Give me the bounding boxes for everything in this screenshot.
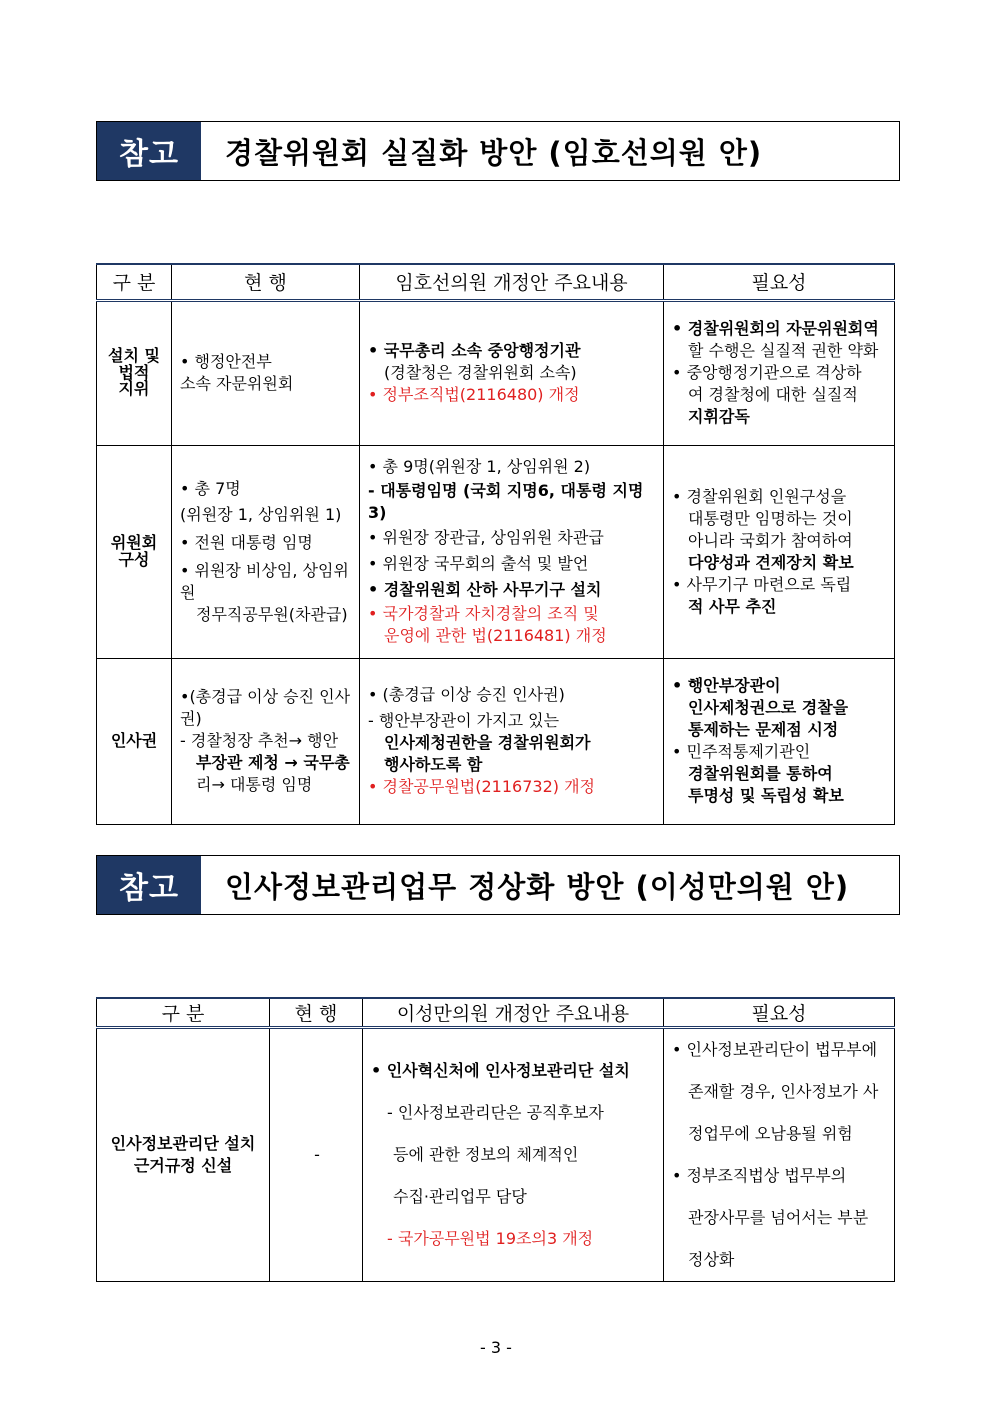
- section1-tag: 참고: [97, 122, 201, 180]
- row-label: 설치 및 법적 지위: [97, 300, 172, 445]
- proposal-cell: • 국무총리 소속 중앙행정기관 (경찰청은 경찰위원회 소속) • 정부조직법(2116480) 개정: [360, 300, 664, 445]
- current-cell: • 행정안전부 소속 자문위원회: [172, 300, 360, 445]
- current-cell: -: [270, 1028, 363, 1282]
- table-row: [97, 300, 895, 445]
- necessity-cell: • 경찰위원회 인원구성을 대통령만 임명하는 것이 아니라 국회가 참여하여 다양성과 견제장치 확보 • 사무기구 마련으로 독립 적 사무 추진: [664, 445, 895, 658]
- row-label: 인사정보관리단 설치 근거규정 신설: [97, 1028, 270, 1282]
- current-cell: • 총 7명 (위원장 1, 상임위원 1) • 전원 대통령 임명 • 위원장 비상임, 상임위원 정무직공무원(차관급): [172, 445, 360, 658]
- necessity-cell: • 경찰위원회의 자문위원회역 할 수행은 실질적 권한 약화 • 중앙행정기관으로 격상하 여 경찰청에 대한 실질적 지휘감독: [664, 300, 895, 445]
- section1-banner: [96, 121, 900, 181]
- header-proposal: 이성만의원 개정안 주요내용: [363, 998, 664, 1028]
- table-row: [97, 1028, 895, 1282]
- row-label: 위원회 구성: [97, 445, 172, 658]
- section2-tag: 참고: [97, 856, 201, 914]
- header-current: 현 행: [172, 264, 360, 300]
- section2-table: [96, 997, 895, 1282]
- section1-title: 경찰위원회 실질화 방안 (임호선의원 안): [225, 135, 763, 170]
- necessity-cell: • 행안부장관이 인사제청권으로 경찰을 통제하는 문제점 시정 • 민주적통제기관인 경찰위원회를 통하여 투명성 및 독립성 확보: [664, 658, 895, 824]
- necessity-cell: • 인사정보관리단이 법무부에 존재할 경우, 인사정보가 사 정업무에 오남용될 위험 • 정부조직법상 법무부의 관장사무를 넘어서는 부분 정상화: [664, 1028, 895, 1282]
- proposal-cell: • 총 9명(위원장 1, 상임위원 2) - 대통령임명 (국회 지명6, 대통령 지명3) • 위원장 장관급, 상임위원 차관급 • 위원장 국무회의 출석 및 발언 • 경찰위원회 산하 사무기구 설치 • 국가경찰과 자치경찰의 조직 및 운영에 관한 법(2116481) 개정: [360, 445, 664, 658]
- table-row: [97, 445, 895, 658]
- header-necessity: 필요성: [664, 998, 895, 1028]
- section2-title: 인사정보관리업무 정상화 방안 (이성만의원 안): [225, 869, 850, 904]
- proposal-cell: • (총경급 이상 승진 인사권) - 행안부장관이 가지고 있는 인사제청권한을 경찰위원회가 행사하도록 함 • 경찰공무원법(2116732) 개정: [360, 658, 664, 824]
- header-gubun: 구 분: [97, 264, 172, 300]
- section1-table: [96, 263, 895, 825]
- header-proposal: 임호선의원 개정안 주요내용: [360, 264, 664, 300]
- table-row: [97, 658, 895, 824]
- section2-banner: [96, 855, 900, 915]
- header-current: 현 행: [270, 998, 363, 1028]
- row-label: 인사권: [97, 658, 172, 824]
- current-cell: •(총경급 이상 승진 인사권) - 경찰청장 추천→ 행안 부장관 제청 → 국무총 리→ 대통령 임명: [172, 658, 360, 824]
- header-necessity: 필요성: [664, 264, 895, 300]
- header-gubun: 구 분: [97, 998, 270, 1028]
- page-number: - 3 -: [480, 1338, 512, 1357]
- proposal-cell: • 인사혁신처에 인사정보관리단 설치 - 인사정보관리단은 공직후보자 등에 관한 정보의 체계적인 수집·관리업무 담당 - 국가공무원법 19조의3 개정: [363, 1028, 664, 1282]
